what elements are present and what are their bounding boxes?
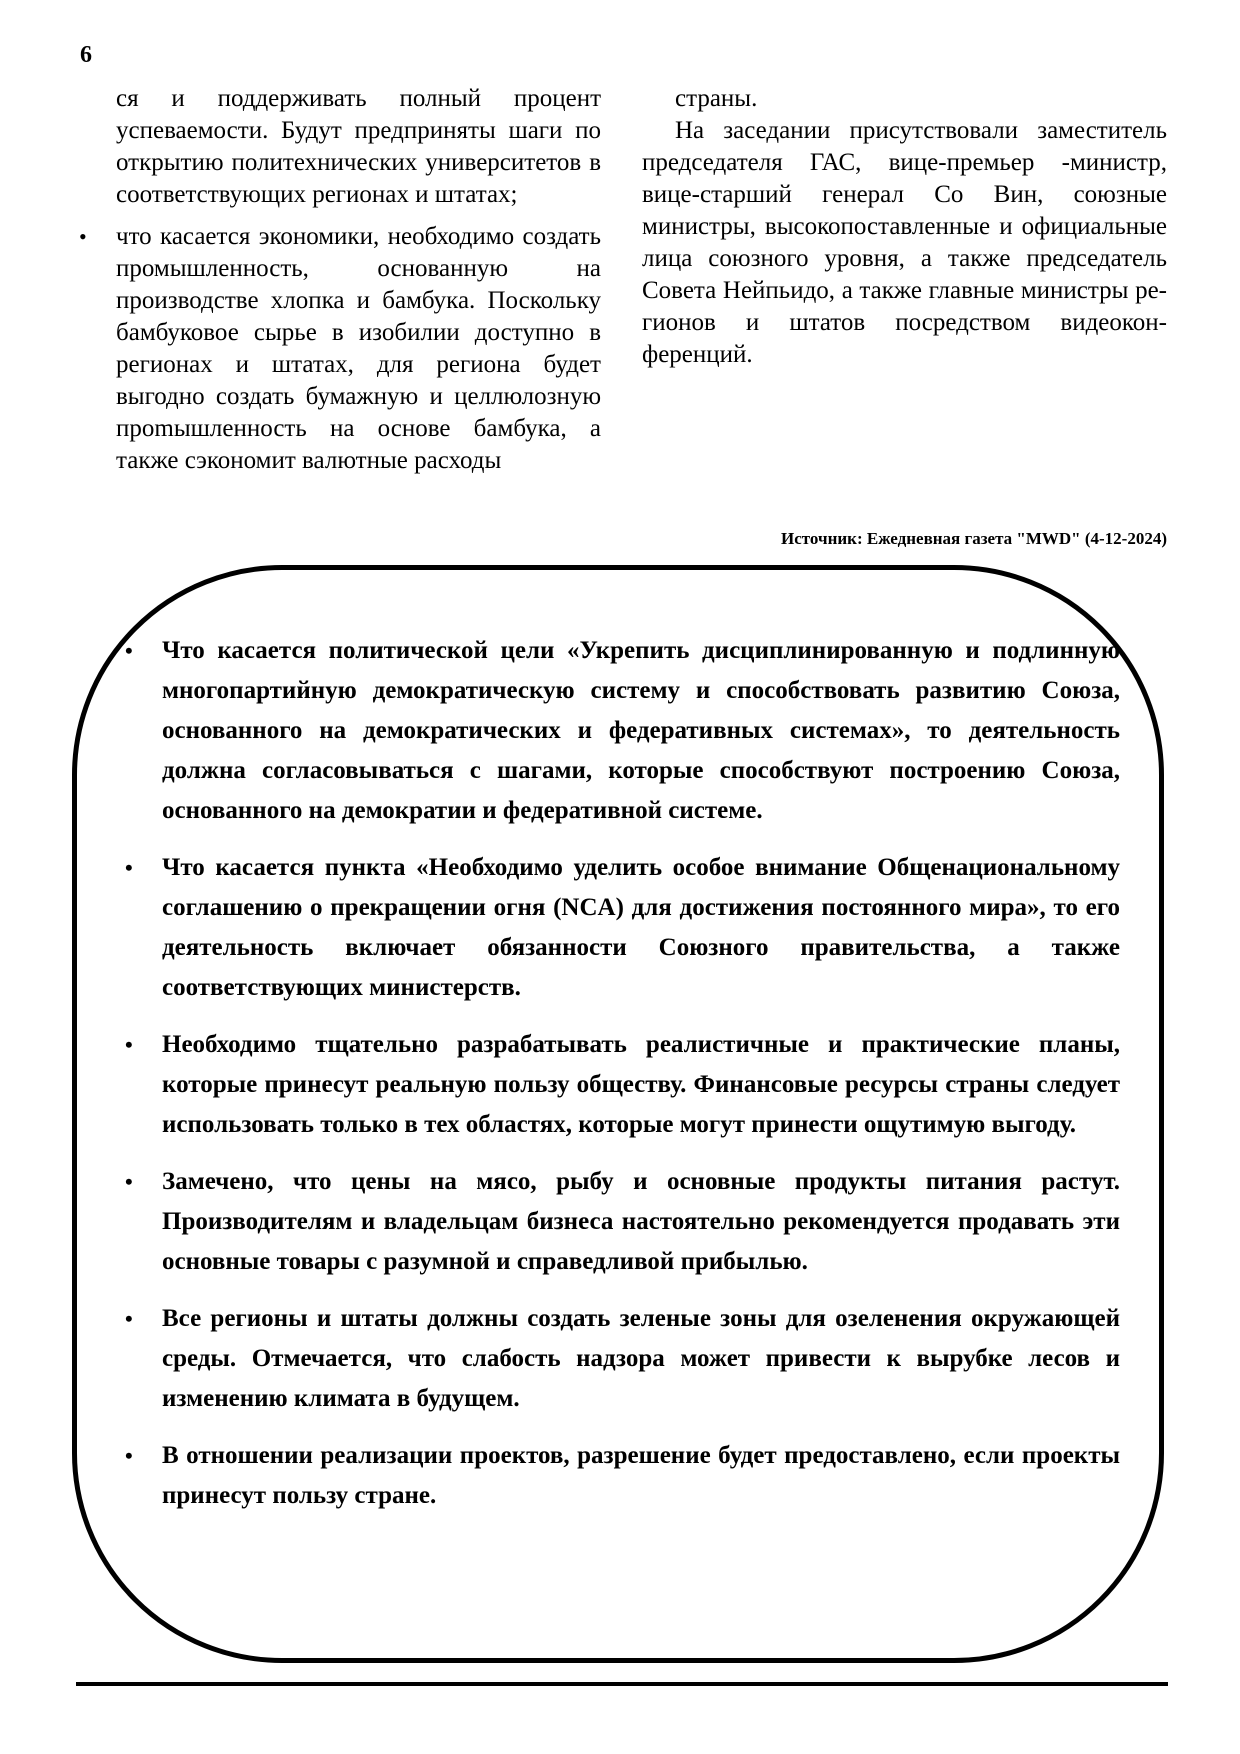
right-column bbox=[642, 83, 1167, 371]
bullet-icon: • bbox=[79, 224, 87, 249]
box-item-text: Необходимо тщательно разрабатывать реалистичные и практические планы, которые принесут реальную пользу обществу. Финансовые ресурсы страны следует использовать только в тех областях, которые могут принести ощутимую выгоду. bbox=[162, 1031, 1120, 1138]
box-item-text: Что касается пункта «Необходимо уделить особое внимание Общенациональному соглашению о прекращении огня (NCA) для достижения постоянного мира», то его деятельность включает обязанности Союзного правительства, а также соответствующих министерств. bbox=[162, 854, 1120, 1001]
left-column bbox=[79, 83, 601, 477]
source-citation: Источник: Ежедневная газета "MWD" (4-12-2024) bbox=[781, 529, 1167, 548]
box-list-item bbox=[125, 631, 1120, 831]
bullet-icon: • bbox=[125, 1306, 133, 1331]
box-list-item bbox=[125, 848, 1120, 1008]
bullet-icon: • bbox=[125, 1443, 133, 1468]
box-list-item bbox=[125, 1025, 1120, 1145]
bullet-icon: • bbox=[125, 1169, 133, 1194]
bullet-icon: • bbox=[125, 638, 133, 663]
meeting-attendees-paragraph: На заседании присутствовали заместитель председателя ГАС, вице-премьер -министр, вице-старший генерал Со Вин, союзные министры, высокопоставленные и официальные лица союзного уровня, а также председатель Совета Нейпьидо, а также главные министры регионов и штатов посредством видеоконференций. bbox=[642, 117, 1167, 368]
bullet-icon: • bbox=[125, 1032, 133, 1057]
left-bullet-text: что касается экономики, необходимо создать промышленность, основанную на производстве хлопка и бамбука. Поскольку бамбуковое сырье в изобилии доступно в регионах и штатах, для региона будет выгодно создать бумажную и целлюлозную проmышленность на основе бамбука, а также сэкономит валютные расходы bbox=[116, 223, 601, 474]
left-bullet-item bbox=[79, 221, 601, 477]
bullet-icon: • bbox=[125, 855, 133, 880]
box-item-text: Что касается политической цели «Укрепить дисциплинированную и подлинную многопартийную демократическую систему и способствовать развитию Союза, основанного на демократических и федеративных системах», то деятельность должна согласовываться с шагами, которые способствуют построению Союза, основанного на демократии и федеративной системе. bbox=[162, 637, 1120, 824]
right-continuation-paragraph: страны. bbox=[675, 85, 758, 112]
box-list-item bbox=[125, 1436, 1120, 1516]
box-item-text: Все регионы и штаты должны создать зеленые зоны для озеленения окружающей среды. Отмечается, что слабость надзора может привести к вырубке лесов и изменению климата в будущем. bbox=[162, 1305, 1120, 1412]
footer-rule bbox=[76, 1682, 1168, 1686]
page-number: 6 bbox=[80, 42, 92, 68]
highlight-box-list bbox=[125, 631, 1120, 1533]
box-item-text: В отношении реализации проектов, разрешение будет предоставлено, если проекты принесут пользу стране. bbox=[162, 1442, 1120, 1509]
box-item-text: Замечено, что цены на мясо, рыбу и основные продукты питания растут. Производителям и владельцам бизнеса настоятельно рекомендуется продавать эти основные товары с разумной и справедливой прибылью. bbox=[162, 1168, 1120, 1275]
box-list-item bbox=[125, 1299, 1120, 1419]
left-continuation-paragraph: ся и поддерживать полный процент успеваемости. Будут предприняты шаги по открытию политехнических университетов в соответствующих регионах и штатах; bbox=[116, 85, 601, 208]
box-list-item bbox=[125, 1162, 1120, 1282]
